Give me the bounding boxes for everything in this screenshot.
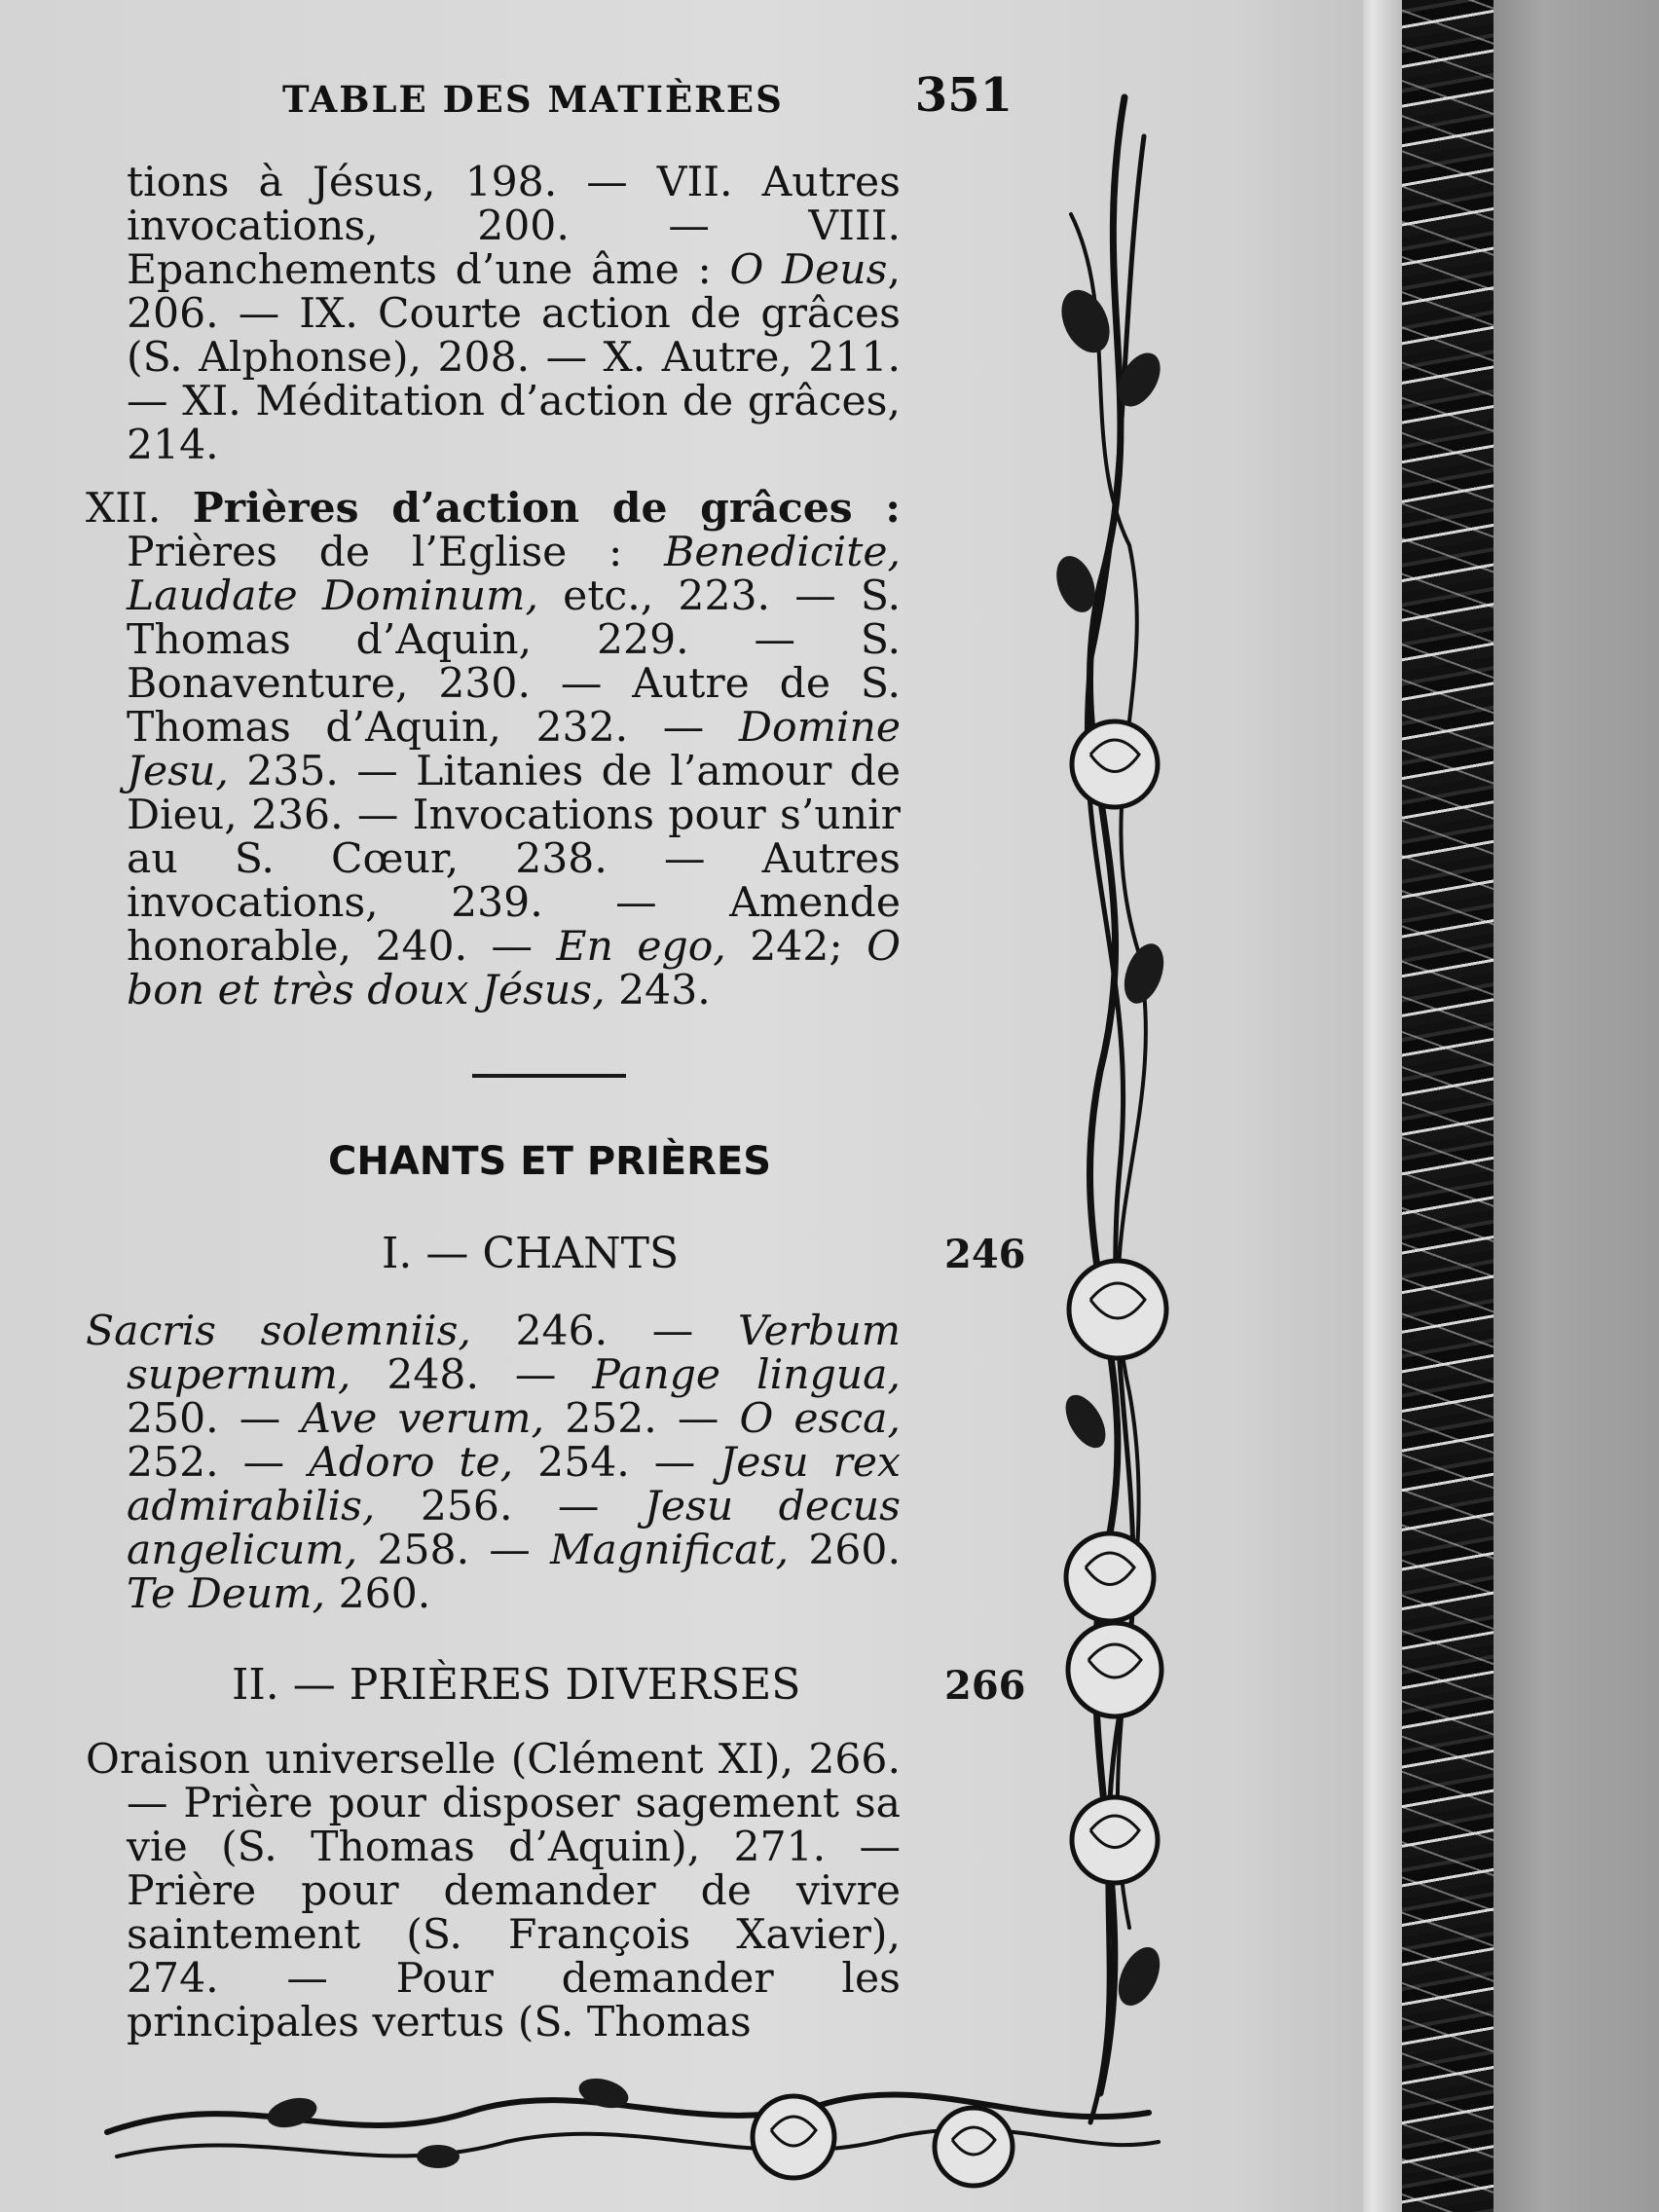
chants-heading: I. — CHANTS [382, 1229, 680, 1278]
page-number: 351 [914, 68, 1013, 123]
entry-text: 252. — [544, 1395, 740, 1443]
book-cover-edge [1402, 0, 1493, 2212]
section-title: CHANTS ET PRIÈRES [328, 1139, 772, 1184]
chants-page-number: 246 [944, 1232, 1026, 1277]
entry-text: 246. — [470, 1308, 738, 1355]
entry-title-italic: En ego, [556, 923, 726, 971]
entry-text: 260. [789, 1527, 901, 1574]
entry-text: 254. — [513, 1439, 720, 1487]
entry-title-italic: O esca, [739, 1395, 901, 1443]
entry-text: , 206. — IX. Courte action de grâces (S. Alphonse), 208. — X. Autre, 211. — XI. Méditation d’action de grâces, 214. [127, 246, 901, 469]
entry-title-italic: Magnificat, [550, 1527, 790, 1574]
background-surface [1493, 0, 1659, 2212]
entry-title-italic: Jesu decus angelicum, [127, 1483, 901, 1574]
entry-text: 243. [605, 967, 711, 1014]
entry-title-italic: O bon et très doux Jésus, [127, 923, 901, 1014]
entry-text: 258. — [357, 1527, 551, 1574]
entry-title-italic: Sacris solemniis, [86, 1308, 471, 1355]
entry-title-italic: Pange lingua, [592, 1351, 901, 1399]
entry-text: Oraison universelle (Clément XI), 266. — Prière pour disposer sagement sa vie (S. Thomas d’Aquin), 271. — Prière pour demander de vivre saintement (S. François Xavier), 274. — Pour demander les principales vertus (S. Thomas [86, 1736, 901, 2046]
entry-text: 235. — Litanies de l’amour de Dieu, 236. — Invocations pour s’unir au S. Cœur, 238. — Autres invocations, 239. — Amende honorable, 240. — [127, 748, 901, 971]
entry-title-italic: Ave verum, [301, 1395, 545, 1443]
entry-text: tions à Jésus, 198. — VII. Autres invocations, 200. — VIII. Epanchements d’une âme : [127, 159, 901, 294]
entry-text: 242; [725, 923, 867, 971]
entry-text: 250. — [127, 1395, 302, 1443]
entry-text: etc., 223. — S. Thomas d’Aquin, 229. — S. Bonaventure, 230. — Autre de S. Thomas d’Aquin, 232. — [127, 572, 901, 752]
entry-title-italic: O Deus [729, 246, 888, 294]
entry-text: Prières de l’Eglise : [127, 529, 665, 576]
prieres-page-number: 266 [944, 1663, 1026, 1709]
entry-heading: Prières d’action de grâces : [192, 484, 901, 533]
entry-title-italic: Benedicite, Laudate Dominum, [127, 529, 901, 620]
entry-text: 260. [325, 1570, 431, 1618]
entry-title-italic: Jesu rex admirabilis, [127, 1439, 901, 1530]
prieres-heading: II. — PRIÈRES DIVERSES [232, 1660, 801, 1710]
entry-title-italic: Verbum supernum, [127, 1308, 901, 1399]
running-title: TABLE DES MATIÈRES [282, 78, 784, 121]
entry-text: 252. — [127, 1439, 310, 1487]
entry-text: 256. — [375, 1483, 645, 1530]
entry-title-italic: Domine Jesu, [127, 704, 901, 795]
entry-title-italic: Te Deum, [127, 1570, 326, 1618]
entry-text: 248. — [350, 1351, 593, 1399]
entry-number: XII. [86, 485, 193, 533]
entry-title-italic: Adoro te, [309, 1439, 514, 1487]
